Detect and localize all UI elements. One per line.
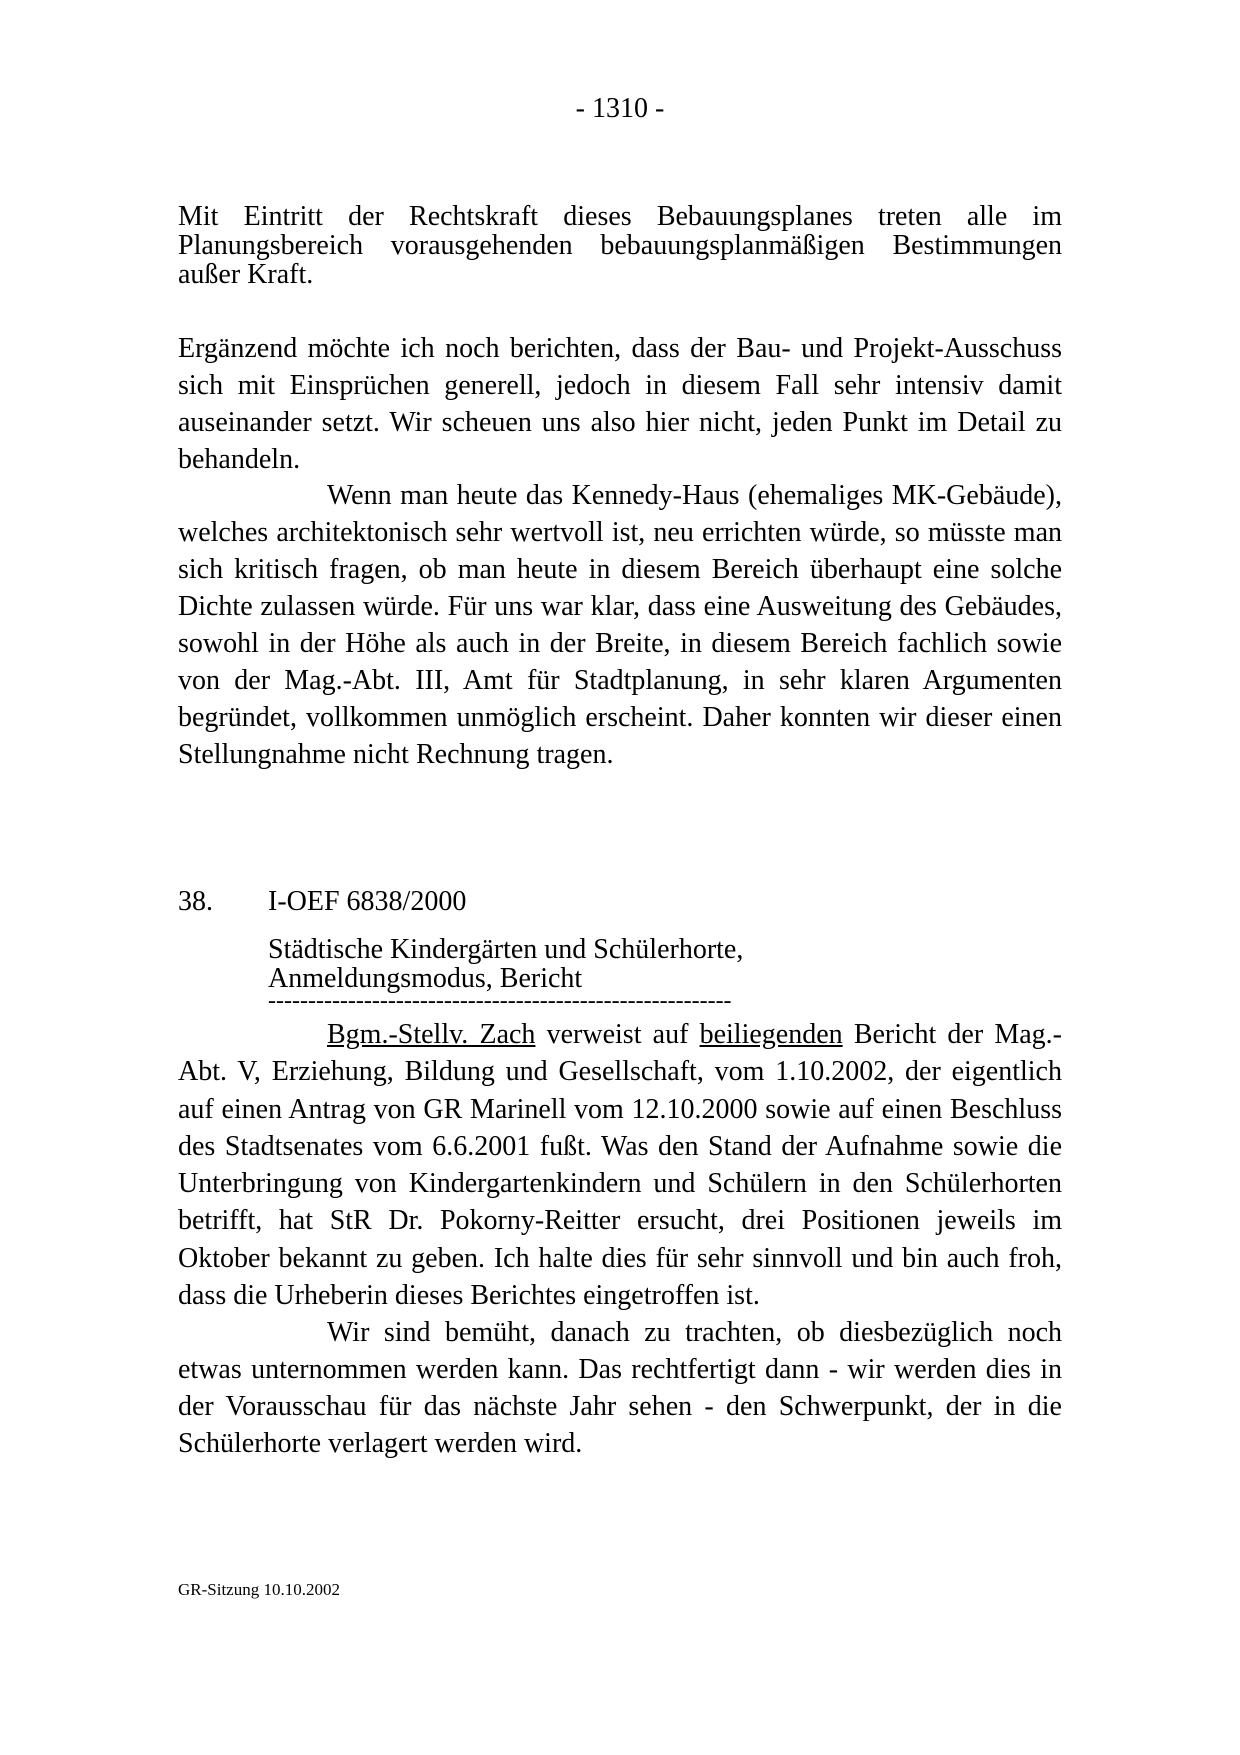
paragraph-bericht-text-b: Bericht der Mag.-Abt. V, Erziehung, Bildung und Gesellschaft, vom 1.10.2002, der eigentlich auf einen Antrag von GR Marinell vom 12.10.2000 sowie auf einen Beschluss des Stadtsenates vom 6.6.2001 fußt. Was den Stand der Aufnahme sowie die Unterbringung von Kindergartenkindern und Schülern in den Schülerhorten betrifft, hat StR Dr. Pokorny-Reitter ersucht, drei Positionen jeweils im Oktober bekannt zu geben. Ich halte dies für sehr sinnvoll und bin auch froh, dass die Urheberin dieses Berichtes eingetroffen ist.: [178, 1019, 1062, 1312]
attachment-reference: beiliegenden: [699, 1019, 843, 1050]
paragraph-bericht-text-a: verweist auf: [535, 1019, 700, 1050]
footer-session-label: GR-Sitzung 10.10.2002: [178, 1580, 340, 1599]
agenda-item-number: 38.: [178, 886, 213, 917]
paragraph-rechtskraft: Mit Eintritt der Rechtskraft dieses Bebauungsplanes treten alle im Planungsbereich vorausgehenden bebauungsplanmäßigen Bestimmungen außer Kraft.: [178, 201, 1062, 290]
agenda-item-divider: ----------------------------------------------------------: [268, 988, 732, 1014]
agenda-item-title: Städtische Kindergärten und Schülerhorte, Anmeldungsmodus, Bericht: [268, 934, 744, 994]
paragraph-kennedy-haus: Wenn man heute das Kennedy-Haus (ehemaliges MK-Gebäude), welches architektonisch sehr wertvoll ist, neu errichten würde, so müsste man sich kritisch fragen, ob man heute in diesem Bereich überhaupt eine solche Dichte zulassen würde. Für uns war klar, dass eine Ausweitung des Gebäudes, sowohl in der Höhe als auch in der Breite, in diesem Bereich fachlich sowie von der Mag.-Abt. III, Amt für Stadtplanung, in sehr klaren Argumenten begründet, vollkommen unmöglich erscheint. Daher konnten wir dieser einen Stellungnahme nicht Rechnung tragen.: [178, 480, 1062, 770]
paragraph-ergaenzend: Ergänzend möchte ich noch berichten, dass der Bau- und Projekt-Ausschuss sich mit Einsprüchen generell, jedoch in diesem Fall sehr intensiv damit auseinander setzt. Wir scheuen uns also hier nicht, jeden Punkt im Detail zu behandeln.: [178, 333, 1062, 475]
paragraph-bericht: [178, 1016, 1062, 1314]
speaker-name: Bgm.-Stellv. Zach: [327, 1019, 536, 1050]
page-number: - 1310 -: [575, 93, 665, 124]
paragraph-schwerpunkt: Wir sind bemüht, danach zu trachten, ob diesbezüglich noch etwas unternommen werden kann. Das rechtfertigt dann - wir werden dies in der Vorausschau für das nächste Jahr sehen - den Schwerpunkt, der in die Schülerhorte verlagert werden wird.: [178, 1317, 1062, 1459]
agenda-item-reference: I-OEF 6838/2000: [268, 886, 467, 917]
